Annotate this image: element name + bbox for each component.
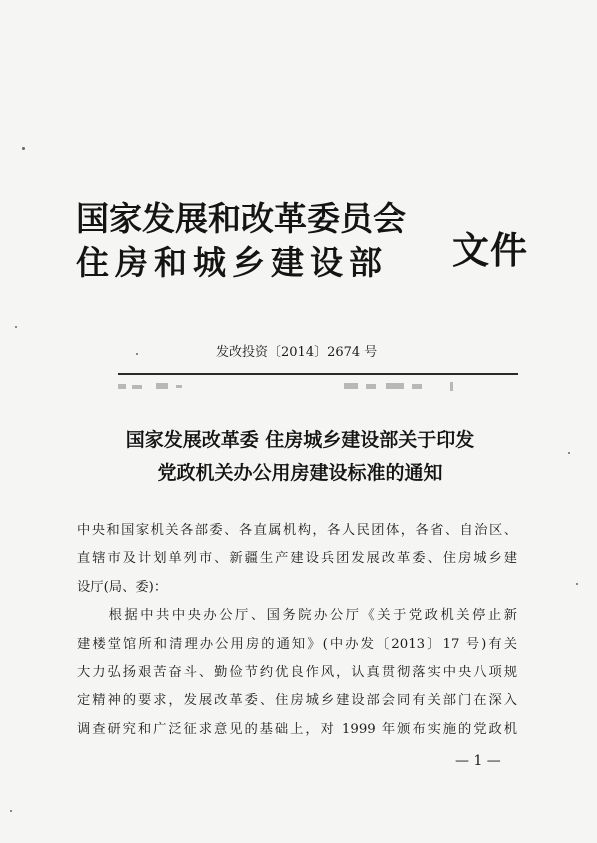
issuer-block	[76, 197, 406, 285]
notice-title-line-1: 国家发展改革委 住房城乡建设部关于印发	[125, 429, 475, 451]
page-number: — 1 —	[455, 753, 501, 769]
body-line: 直辖市及计划单列市、新疆生产建设兵团发展改革委、住房城乡建	[77, 551, 517, 567]
scan-speck	[10, 810, 12, 812]
document-label: 文件	[452, 228, 528, 272]
header-divider	[118, 373, 518, 375]
body-line: 调查研究和广泛征求意见的基础上，对 1999 年颁布实施的党政机	[77, 721, 517, 737]
document-number: 发改投资〔2014〕2674 号	[216, 345, 378, 360]
scan-speck	[576, 583, 578, 585]
body-line: 设厅(局、委)：	[77, 579, 168, 595]
scan-speck	[22, 147, 25, 150]
notice-title-line-2: 党政机关办公用房建设标准的通知	[157, 462, 443, 484]
body-line: 大力弘扬艰苦奋斗、勤俭节约优良作风，认真贯彻落实中央八项规	[77, 664, 517, 680]
body-line: 建楼堂馆所和清理办公用房的通知》(中办发〔2013〕17 号)有关	[77, 636, 517, 652]
scan-speck	[568, 452, 570, 454]
body-line: 定精神的要求，发展改革委、住房城乡建设部会同有关部门在深入	[77, 693, 517, 709]
notice-body	[77, 517, 517, 744]
scan-speck	[136, 353, 138, 355]
issuer-line-2: 住房和城乡建设部	[76, 243, 388, 282]
issuer-line-1: 国家发展和改革委员会	[76, 199, 406, 238]
body-line: 中央和国家机关各部委、各直属机构，各人民团体，各省、自治区、	[77, 523, 517, 538]
scan-speck	[15, 326, 17, 328]
bleed-through-marks	[116, 377, 516, 397]
body-line: 根据中共中央办公厅、国务院办公厅《关于党政机关停止新	[77, 608, 517, 624]
